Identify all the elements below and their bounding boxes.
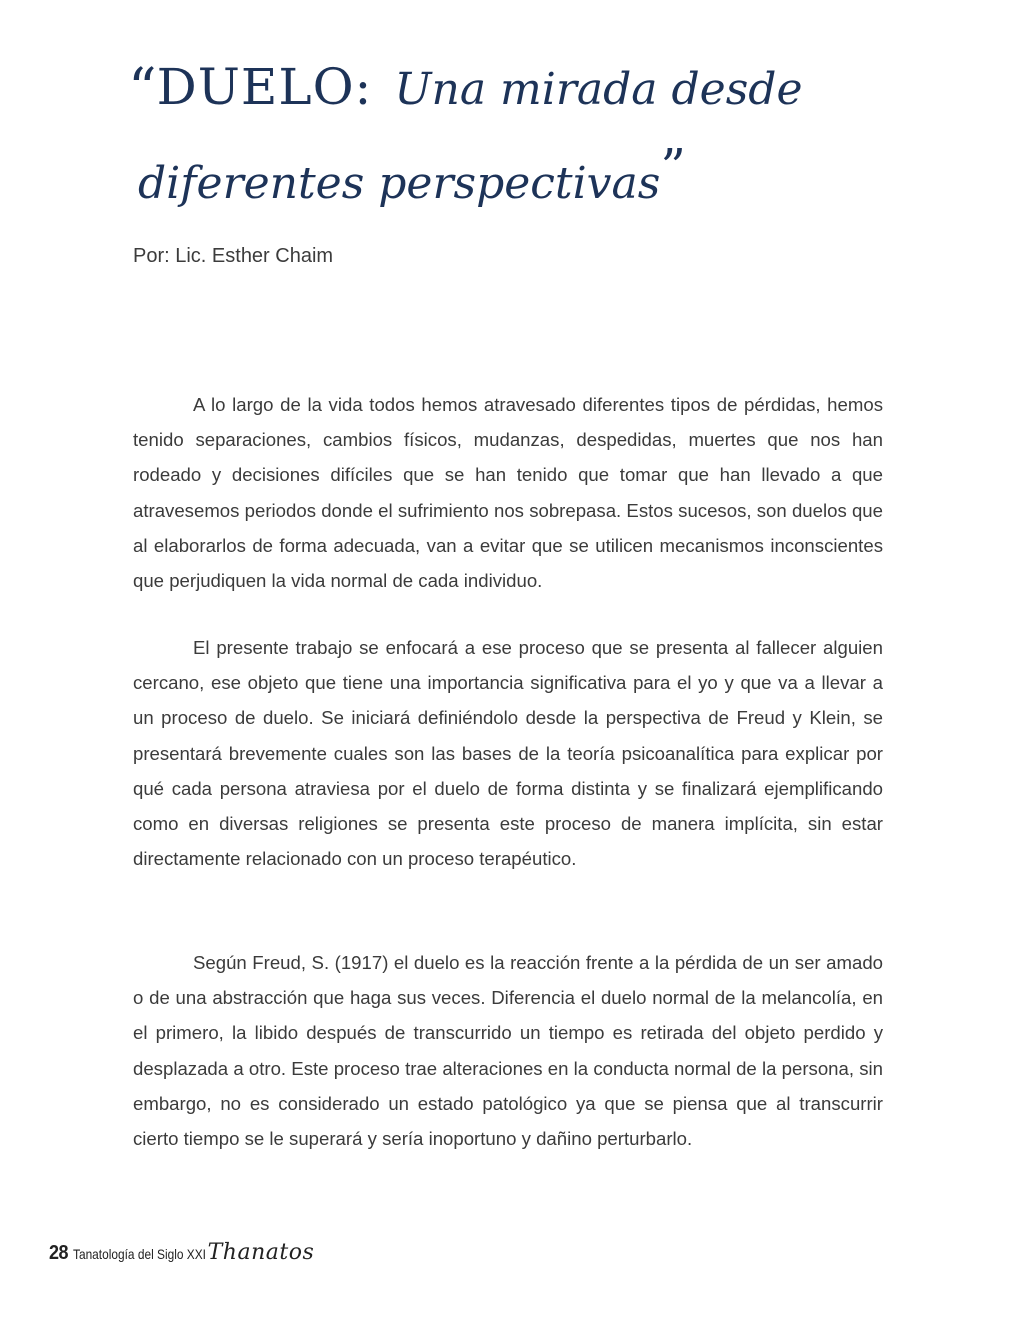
- title-line-2: [138, 138, 928, 222]
- title-main: DUELO:: [156, 58, 373, 116]
- body-paragraph-1: A lo largo de la vida todos hemos atravesado diferentes tipos de pérdidas, hemos tenido separaciones, cambios físicos, mudanzas, despedidas, muertes que nos han rodeado y decisiones difíciles que se han tenido que tomar que han llevado a que atravesemos periodos donde el sufrimiento nos sobrepasa. Estos sucesos, son duelos que al elaborarlos de forma adecuada, van a evitar que se utilicen mecanismos inconscientes que perjudiquen la vida normal de cada individuo.: [133, 394, 883, 592]
- body-paragraph-3: Según Freud, S. (1917) el duelo es la reacción frente a la pérdida de un ser amado o de una abstracción que haga sus veces. Diferencia el duelo normal de la melancolía, en el primero, la libido después de transcurrido un tiempo es retirada del objeto perdido y desplazada a otro. Este proceso trae alteraciones en la conducta normal de la persona, sin embargo, no es considerado un estado patológico ya que se piensa que al transcurrir cierto tiempo se le superará y sería inoportuno y dañino perturbarlo.: [133, 952, 883, 1150]
- page-footer: [49, 1240, 314, 1274]
- article-title: [128, 57, 928, 222]
- title-close-quote: ”: [660, 138, 686, 196]
- thanatos-logo: Thanatos: [207, 1240, 315, 1265]
- journal-name: Tanatología del Siglo XXI: [72, 1246, 206, 1262]
- title-open-quote: “: [128, 57, 157, 122]
- body-paragraph-2: El presente trabajo se enfocará a ese proceso que se presenta al fallecer alguien cercano, ese objeto que tiene una importancia significativa para el yo y que va a llevar a un proceso de duelo. Se iniciará definiéndolo desde la perspectiva de Freud y Klein, se presentará brevemente cuales son las bases de la teoría psicoanalítica para explicar por qué cada persona atraviesa por el duelo de forma distinta y se finalizará ejemplificando como en diversas religiones se presenta este proceso de manera implícita, sin estar directamente relacionado con un proceso terapéutico.: [133, 637, 883, 870]
- title-subtitle-part1: Una mirada desde: [394, 64, 803, 115]
- author-byline: Por: Lic. Esther Chaim: [133, 245, 334, 267]
- title-line-1: [128, 57, 928, 142]
- page-number: 28: [49, 1242, 69, 1264]
- title-subtitle-part2: diferentes perspectivas: [138, 158, 661, 209]
